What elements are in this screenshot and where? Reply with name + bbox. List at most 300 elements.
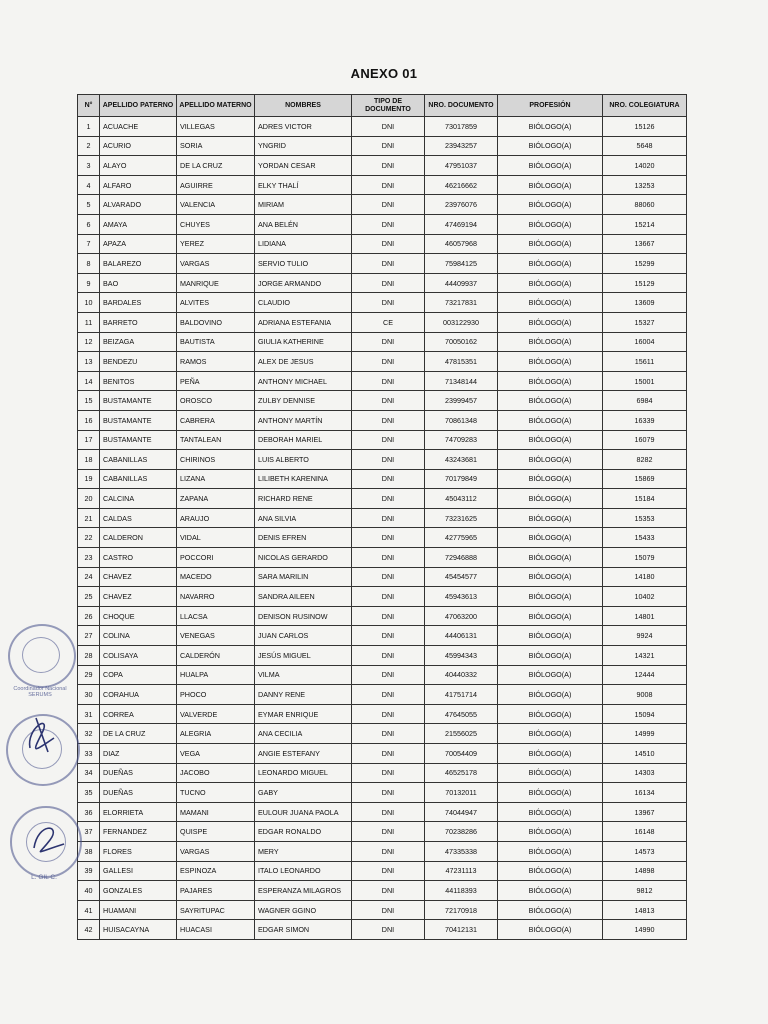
table-cell: BALDOVINO xyxy=(177,312,255,332)
table-cell: BIÓLOGO(A) xyxy=(498,704,603,724)
personnel-table xyxy=(77,94,687,940)
table-cell: 16 xyxy=(78,410,100,430)
table-cell: DNI xyxy=(352,352,425,372)
column-header: NOMBRES xyxy=(255,95,352,117)
table-row xyxy=(78,744,687,764)
table-cell: DNI xyxy=(352,665,425,685)
table-cell: 15184 xyxy=(603,489,687,509)
table-cell: BIÓLOGO(A) xyxy=(498,175,603,195)
table-row xyxy=(78,900,687,920)
table-cell: 73231625 xyxy=(425,508,498,528)
table-cell: 15001 xyxy=(603,371,687,391)
table-cell: BEIZAGA xyxy=(100,332,177,352)
table-row xyxy=(78,234,687,254)
column-header: APELLIDO MATERNO xyxy=(177,95,255,117)
table-cell: ESPINOZA xyxy=(177,861,255,881)
table-cell: OROSCO xyxy=(177,391,255,411)
table-cell: DENISON RUSINOW xyxy=(255,606,352,626)
table-cell: SORIA xyxy=(177,136,255,156)
table-cell: 37 xyxy=(78,822,100,842)
table-cell: APAZA xyxy=(100,234,177,254)
table-cell: BENITOS xyxy=(100,371,177,391)
table-cell: ADRIANA ESTEFANIA xyxy=(255,312,352,332)
table-cell: DNI xyxy=(352,410,425,430)
column-header: NRO. DOCUMENTO xyxy=(425,95,498,117)
table-cell: DNI xyxy=(352,234,425,254)
table-cell: DNI xyxy=(352,900,425,920)
table-cell: DEBORAH MARIEL xyxy=(255,430,352,450)
table-cell: DNI xyxy=(352,881,425,901)
table-cell: ITALO LEONARDO xyxy=(255,861,352,881)
table-cell: DNI xyxy=(352,175,425,195)
table-cell: GABY xyxy=(255,783,352,803)
table-cell: DNI xyxy=(352,214,425,234)
table-cell: BIÓLOGO(A) xyxy=(498,528,603,548)
table-cell: 16339 xyxy=(603,410,687,430)
table-row xyxy=(78,724,687,744)
table-cell: MACEDO xyxy=(177,567,255,587)
table-cell: DNI xyxy=(352,744,425,764)
table-cell: 21 xyxy=(78,508,100,528)
table-cell: CORAHUA xyxy=(100,685,177,705)
table-cell: NAVARRO xyxy=(177,587,255,607)
table-row xyxy=(78,410,687,430)
table-cell: VEGA xyxy=(177,744,255,764)
table-cell: CHAVEZ xyxy=(100,587,177,607)
table-cell: DNI xyxy=(352,450,425,470)
table-row xyxy=(78,646,687,666)
table-row xyxy=(78,117,687,137)
table-cell: BIÓLOGO(A) xyxy=(498,508,603,528)
table-cell: SAYRITUPAC xyxy=(177,900,255,920)
table-cell: BIÓLOGO(A) xyxy=(498,567,603,587)
table-cell: DNI xyxy=(352,802,425,822)
table-cell: 14573 xyxy=(603,841,687,861)
table-cell: 15433 xyxy=(603,528,687,548)
table-cell: 11 xyxy=(78,312,100,332)
table-cell: CLAUDIO xyxy=(255,293,352,313)
table-cell: 13609 xyxy=(603,293,687,313)
table-cell: 16134 xyxy=(603,783,687,803)
table-cell: ANGIE ESTEFANY xyxy=(255,744,352,764)
table-cell: DENIS EFREN xyxy=(255,528,352,548)
table-cell: ACUACHE xyxy=(100,117,177,137)
table-row xyxy=(78,548,687,568)
table-cell: 70050162 xyxy=(425,332,498,352)
table-cell: ALVARADO xyxy=(100,195,177,215)
table-cell: YNGRID xyxy=(255,136,352,156)
table-cell: CHUYES xyxy=(177,214,255,234)
table-cell: ANTHONY MARTÍN xyxy=(255,410,352,430)
table-row xyxy=(78,391,687,411)
table-cell: BIÓLOGO(A) xyxy=(498,685,603,705)
table-cell: MANRIQUE xyxy=(177,273,255,293)
table-cell: 47951037 xyxy=(425,156,498,176)
table-cell: BIÓLOGO(A) xyxy=(498,195,603,215)
table-cell: DNI xyxy=(352,783,425,803)
table-row xyxy=(78,567,687,587)
table-cell: DNI xyxy=(352,704,425,724)
table-cell: GIULIA KATHERINE xyxy=(255,332,352,352)
table-cell: 14321 xyxy=(603,646,687,666)
table-cell: BIÓLOGO(A) xyxy=(498,646,603,666)
table-cell: HUISACAYNA xyxy=(100,920,177,940)
table-cell: GALLESI xyxy=(100,861,177,881)
table-cell: BUSTAMANTE xyxy=(100,430,177,450)
table-cell: 003122930 xyxy=(425,312,498,332)
table-row xyxy=(78,214,687,234)
table-cell: 74044947 xyxy=(425,802,498,822)
table-cell: 70861348 xyxy=(425,410,498,430)
table-row xyxy=(78,293,687,313)
table-cell: DNI xyxy=(352,861,425,881)
table-row xyxy=(78,195,687,215)
table-cell: 26 xyxy=(78,606,100,626)
table-cell: VENEGAS xyxy=(177,626,255,646)
table-cell: BIÓLOGO(A) xyxy=(498,156,603,176)
table-cell: CALDERÓN xyxy=(177,646,255,666)
table-cell: CABRERA xyxy=(177,410,255,430)
table-cell: ZULBY DENNISE xyxy=(255,391,352,411)
table-cell: 15611 xyxy=(603,352,687,372)
table-cell: ALEGRIA xyxy=(177,724,255,744)
table-cell: ALFARO xyxy=(100,175,177,195)
table-row xyxy=(78,920,687,940)
table-cell: DNI xyxy=(352,646,425,666)
table-cell: 73217831 xyxy=(425,293,498,313)
table-cell: 46216662 xyxy=(425,175,498,195)
table-cell: 47231113 xyxy=(425,861,498,881)
table-cell: DNI xyxy=(352,332,425,352)
table-cell: LILIBETH KARENINA xyxy=(255,469,352,489)
table-cell: BIÓLOGO(A) xyxy=(498,371,603,391)
table-cell: BIÓLOGO(A) xyxy=(498,841,603,861)
table-cell: DNI xyxy=(352,371,425,391)
table-cell: 23999457 xyxy=(425,391,498,411)
table-cell: ELKY THALÍ xyxy=(255,175,352,195)
table-cell: DNI xyxy=(352,841,425,861)
table-cell: ANA SILVIA xyxy=(255,508,352,528)
table-cell: ARAUJO xyxy=(177,508,255,528)
table-cell: VILMA xyxy=(255,665,352,685)
table-cell: ALEX DE JESUS xyxy=(255,352,352,372)
table-cell: LEONARDO MIGUEL xyxy=(255,763,352,783)
table-cell: 23976076 xyxy=(425,195,498,215)
table-cell: CALDERON xyxy=(100,528,177,548)
table-cell: BIÓLOGO(A) xyxy=(498,665,603,685)
table-cell: 42775965 xyxy=(425,528,498,548)
table-cell: DNI xyxy=(352,469,425,489)
table-cell: LIDIANA xyxy=(255,234,352,254)
seal-caption: L. GIL C. xyxy=(31,874,57,881)
table-cell: SANDRA AILEEN xyxy=(255,587,352,607)
table-cell: SERVIO TULIO xyxy=(255,254,352,274)
table-row xyxy=(78,861,687,881)
table-cell: 23943257 xyxy=(425,136,498,156)
table-cell: CORREA xyxy=(100,704,177,724)
table-row xyxy=(78,352,687,372)
table-row xyxy=(78,763,687,783)
table-row xyxy=(78,508,687,528)
table-cell: PHOCO xyxy=(177,685,255,705)
table-cell: 6984 xyxy=(603,391,687,411)
table-cell: BIÓLOGO(A) xyxy=(498,293,603,313)
column-header: APELLIDO PATERNO xyxy=(100,95,177,117)
table-cell: 19 xyxy=(78,469,100,489)
table-row xyxy=(78,685,687,705)
table-cell: PAJARES xyxy=(177,881,255,901)
table-cell: CHOQUE xyxy=(100,606,177,626)
table-cell: 35 xyxy=(78,783,100,803)
table-cell: GONZALES xyxy=(100,881,177,901)
table-cell: 88060 xyxy=(603,195,687,215)
table-row xyxy=(78,175,687,195)
table-cell: 36 xyxy=(78,802,100,822)
table-cell: ZAPANA xyxy=(177,489,255,509)
table-row xyxy=(78,469,687,489)
table-cell: 39 xyxy=(78,861,100,881)
table-cell: 4 xyxy=(78,175,100,195)
ministry-seal-icon xyxy=(8,624,76,688)
table-cell: 71348144 xyxy=(425,371,498,391)
table-cell: HUALPA xyxy=(177,665,255,685)
table-cell: DNI xyxy=(352,293,425,313)
table-row xyxy=(78,783,687,803)
table-cell: 7 xyxy=(78,234,100,254)
table-cell: ALAYO xyxy=(100,156,177,176)
table-cell: 5 xyxy=(78,195,100,215)
table-cell: WAGNER GGINO xyxy=(255,900,352,920)
table-cell: DNI xyxy=(352,587,425,607)
table-cell: 14 xyxy=(78,371,100,391)
table-cell: BAO xyxy=(100,273,177,293)
table-cell: BAUTISTA xyxy=(177,332,255,352)
table-cell: BIÓLOGO(A) xyxy=(498,548,603,568)
table-cell: 30 xyxy=(78,685,100,705)
table-cell: 45994343 xyxy=(425,646,498,666)
column-header: NRO. COLEGIATURA xyxy=(603,95,687,117)
table-cell: 14990 xyxy=(603,920,687,940)
table-cell: HUAMANI xyxy=(100,900,177,920)
table-cell: RAMOS xyxy=(177,352,255,372)
table-cell: 15126 xyxy=(603,117,687,137)
table-row xyxy=(78,156,687,176)
column-header: N° xyxy=(78,95,100,117)
table-cell: DNI xyxy=(352,391,425,411)
table-cell: DNI xyxy=(352,156,425,176)
table-row xyxy=(78,273,687,293)
table-cell: 13 xyxy=(78,352,100,372)
table-cell: EDGAR SIMON xyxy=(255,920,352,940)
signature-icon xyxy=(22,708,62,758)
table-cell: 29 xyxy=(78,665,100,685)
table-cell: BARDALES xyxy=(100,293,177,313)
table-cell: BIÓLOGO(A) xyxy=(498,900,603,920)
table-cell: 47469194 xyxy=(425,214,498,234)
table-cell: 17 xyxy=(78,430,100,450)
table-row xyxy=(78,704,687,724)
table-cell: BIÓLOGO(A) xyxy=(498,136,603,156)
table-cell: 8 xyxy=(78,254,100,274)
table-cell: BIÓLOGO(A) xyxy=(498,606,603,626)
table-cell: COLISAYA xyxy=(100,646,177,666)
table-cell: 25 xyxy=(78,587,100,607)
table-row xyxy=(78,802,687,822)
table-cell: 43243681 xyxy=(425,450,498,470)
table-cell: 10402 xyxy=(603,587,687,607)
table-cell: 14999 xyxy=(603,724,687,744)
table-cell: MAMANI xyxy=(177,802,255,822)
table-cell: 10 xyxy=(78,293,100,313)
table-cell: 47335338 xyxy=(425,841,498,861)
table-cell: YEREZ xyxy=(177,234,255,254)
table-cell: BIÓLOGO(A) xyxy=(498,763,603,783)
table-cell: QUISPE xyxy=(177,822,255,842)
table-cell: 44409937 xyxy=(425,273,498,293)
table-cell: 46525178 xyxy=(425,763,498,783)
table-cell: JESÚS MIGUEL xyxy=(255,646,352,666)
table-cell: COPA xyxy=(100,665,177,685)
table-cell: BENDEZU xyxy=(100,352,177,372)
table-cell: ELORRIETA xyxy=(100,802,177,822)
table-cell: DNI xyxy=(352,606,425,626)
table-cell: 28 xyxy=(78,646,100,666)
table-cell: BIÓLOGO(A) xyxy=(498,352,603,372)
table-cell: DNI xyxy=(352,489,425,509)
table-cell: BIÓLOGO(A) xyxy=(498,822,603,842)
table-cell: 70238286 xyxy=(425,822,498,842)
table-cell: 15353 xyxy=(603,508,687,528)
table-cell: DNI xyxy=(352,920,425,940)
table-cell: 24 xyxy=(78,567,100,587)
table-cell: 32 xyxy=(78,724,100,744)
table-cell: 13967 xyxy=(603,802,687,822)
table-cell: VARGAS xyxy=(177,841,255,861)
table-cell: 70132011 xyxy=(425,783,498,803)
table-cell: DNI xyxy=(352,273,425,293)
table-cell: 15299 xyxy=(603,254,687,274)
table-row xyxy=(78,312,687,332)
table-cell: 15327 xyxy=(603,312,687,332)
table-cell: VALENCIA xyxy=(177,195,255,215)
table-cell: 2 xyxy=(78,136,100,156)
seal-caption: Coordinador Nacional SERUMS xyxy=(13,686,67,698)
table-cell: DE LA CRUZ xyxy=(100,724,177,744)
table-cell: JACOBO xyxy=(177,763,255,783)
table-cell: DIAZ xyxy=(100,744,177,764)
table-cell: CE xyxy=(352,312,425,332)
table-cell: 15869 xyxy=(603,469,687,489)
table-cell: BIÓLOGO(A) xyxy=(498,430,603,450)
table-cell: 73017859 xyxy=(425,117,498,137)
table-cell: 16004 xyxy=(603,332,687,352)
table-row xyxy=(78,665,687,685)
table-cell: CABANILLAS xyxy=(100,450,177,470)
table-cell: CALDAS xyxy=(100,508,177,528)
table-cell: 9 xyxy=(78,273,100,293)
table-cell: VARGAS xyxy=(177,254,255,274)
table-cell: CABANILLAS xyxy=(100,469,177,489)
table-cell: BIÓLOGO(A) xyxy=(498,783,603,803)
table-cell: 72170918 xyxy=(425,900,498,920)
table-cell: 22 xyxy=(78,528,100,548)
table-cell: PEÑA xyxy=(177,371,255,391)
table-cell: 14020 xyxy=(603,156,687,176)
table-cell: 13667 xyxy=(603,234,687,254)
table-cell: 12 xyxy=(78,332,100,352)
table-cell: 5648 xyxy=(603,136,687,156)
table-cell: YORDAN CESAR xyxy=(255,156,352,176)
table-cell: DNI xyxy=(352,567,425,587)
table-cell: LLACSA xyxy=(177,606,255,626)
table-cell: BIÓLOGO(A) xyxy=(498,332,603,352)
table-cell: 18 xyxy=(78,450,100,470)
table-cell: NICOLAS GERARDO xyxy=(255,548,352,568)
table-cell: 41751714 xyxy=(425,685,498,705)
table-cell: 44406131 xyxy=(425,626,498,646)
table-cell: AMAYA xyxy=(100,214,177,234)
table-cell: SARA MARILIN xyxy=(255,567,352,587)
table-cell: DNI xyxy=(352,136,425,156)
table-cell: 45454577 xyxy=(425,567,498,587)
table-cell: VIDAL xyxy=(177,528,255,548)
table-cell: ANTHONY MICHAEL xyxy=(255,371,352,391)
table-cell: DNI xyxy=(352,508,425,528)
table-cell: 16079 xyxy=(603,430,687,450)
table-cell: LIZANA xyxy=(177,469,255,489)
table-cell: ANA CECILIA xyxy=(255,724,352,744)
table-row xyxy=(78,822,687,842)
table-cell: BIÓLOGO(A) xyxy=(498,234,603,254)
table-cell: ALVITES xyxy=(177,293,255,313)
table-cell: FERNANDEZ xyxy=(100,822,177,842)
table-cell: 15 xyxy=(78,391,100,411)
table-cell: 15214 xyxy=(603,214,687,234)
table-cell: ESPERANZA MILAGROS xyxy=(255,881,352,901)
table-row xyxy=(78,841,687,861)
table-cell: 75984125 xyxy=(425,254,498,274)
table-cell: 21556025 xyxy=(425,724,498,744)
table-cell: 13253 xyxy=(603,175,687,195)
table-cell: 38 xyxy=(78,841,100,861)
table-cell: BIÓLOGO(A) xyxy=(498,312,603,332)
table-cell: 44118393 xyxy=(425,881,498,901)
table-cell: RICHARD RENE xyxy=(255,489,352,509)
table-cell: CALCINA xyxy=(100,489,177,509)
table-cell: JORGE ARMANDO xyxy=(255,273,352,293)
table-cell: 41 xyxy=(78,900,100,920)
table-cell: COLINA xyxy=(100,626,177,646)
table-cell: DNI xyxy=(352,548,425,568)
table-cell: CHAVEZ xyxy=(100,567,177,587)
table-cell: 8282 xyxy=(603,450,687,470)
table-cell: BIÓLOGO(A) xyxy=(498,724,603,744)
table-cell: 70412131 xyxy=(425,920,498,940)
table-cell: ANA BELÉN xyxy=(255,214,352,234)
table-cell: DNI xyxy=(352,763,425,783)
table-cell: 14813 xyxy=(603,900,687,920)
table-row xyxy=(78,136,687,156)
table-row xyxy=(78,371,687,391)
table-cell: BIÓLOGO(A) xyxy=(498,861,603,881)
table-cell: VALVERDE xyxy=(177,704,255,724)
table-cell: BIÓLOGO(A) xyxy=(498,410,603,430)
table-cell: EYMAR ENRIQUE xyxy=(255,704,352,724)
document-title: ANEXO 01 xyxy=(350,66,418,81)
table-cell: 47645055 xyxy=(425,704,498,724)
table-cell: 33 xyxy=(78,744,100,764)
table-cell: BIÓLOGO(A) xyxy=(498,920,603,940)
